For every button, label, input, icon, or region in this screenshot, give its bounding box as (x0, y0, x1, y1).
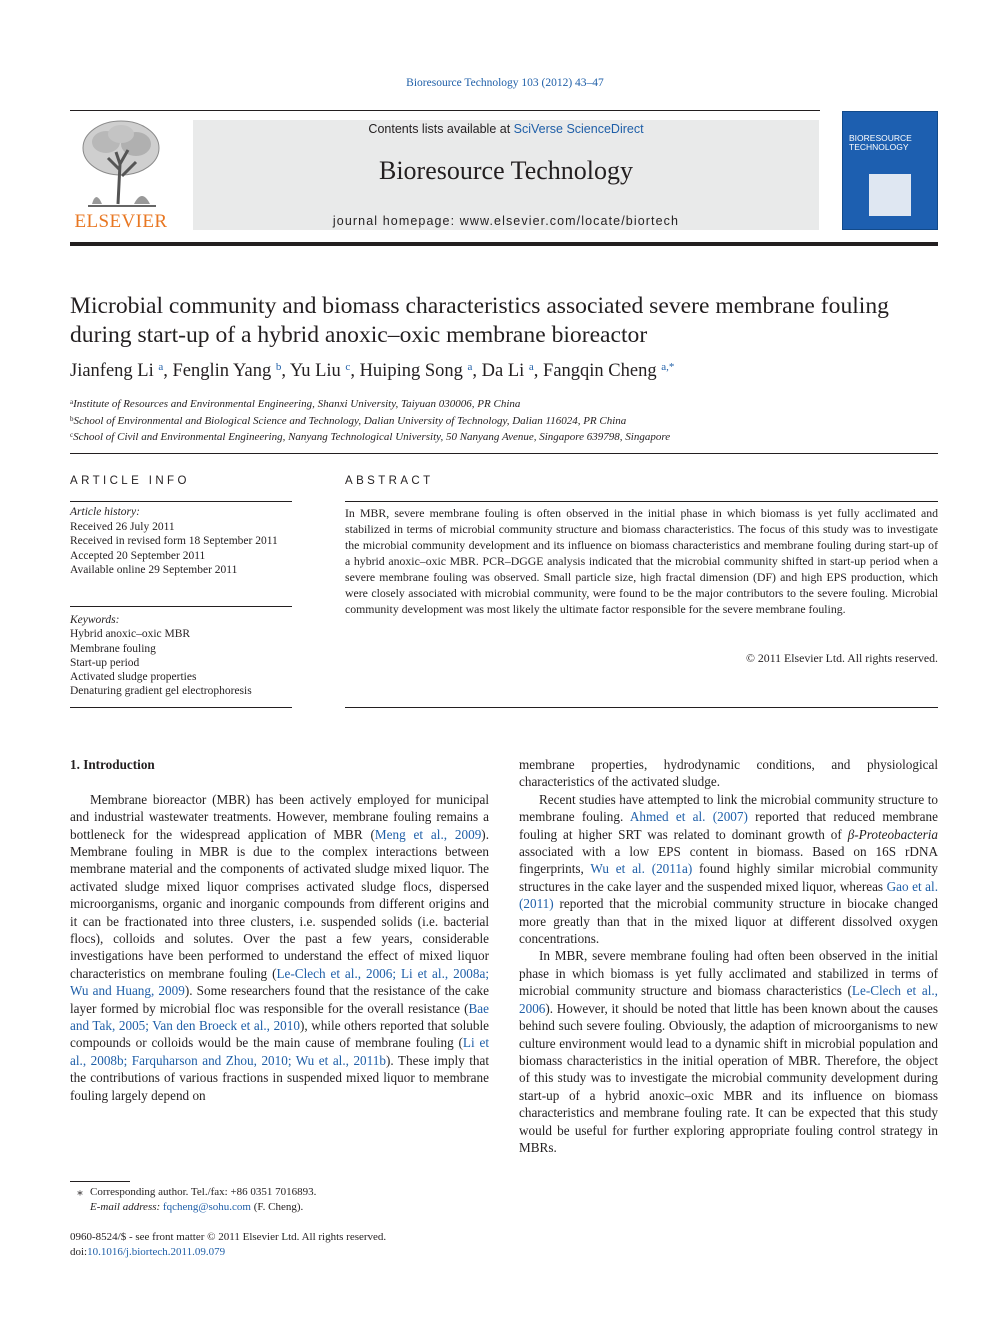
author-name[interactable]: Fangqin Cheng (543, 361, 662, 381)
citation-link[interactable]: Le-Clech et al., 2006 (519, 983, 938, 1016)
journal-homepage: journal homepage: www.elsevier.com/locate/biortech (332, 214, 680, 228)
text-run: ), while others reported that soluble compounds or colloids would be the main cause of membrane fouling ( (70, 1018, 489, 1051)
section-heading-introduction: 1. Introduction (70, 757, 155, 772)
header-thick-rule (70, 242, 938, 246)
author-name[interactable]: Jianfeng Li (70, 361, 159, 381)
journal-title[interactable]: Bioresource Technology (378, 156, 634, 185)
info-rule-bottom (70, 707, 292, 708)
affiliation-line (70, 428, 670, 445)
keyword-entry: Activated sludge properties (70, 671, 197, 684)
contents-line: Contents lists available at SciVerse ScienceDirect (368, 122, 644, 136)
history-label: Article history: (70, 506, 140, 518)
citation-link[interactable]: Gao et al. (2011) (519, 878, 938, 912)
text-run: Membrane bioreactor (MBR) has been actively employed for municipal and industrial wastewater treatments. However, membrane fouling remains a bottleneck for the widespread application of MBR ( (70, 791, 489, 842)
text-run: ). These imply that the contributions of various fractions in suspended mixed liquor to membrane fouling largely depend on (70, 1052, 489, 1103)
text-run: associated with a low EPS content in biomass. Based on 16S rDNA fingerprints, (519, 844, 938, 877)
author-separator: , (163, 361, 173, 381)
text-run: In MBR, severe membrane fouling had often been observed in the initial phase in which biomass is yet fully acclimated and stabilized in terms of microbial community structure and biomass characteristics ( (519, 948, 938, 999)
elsevier-logo[interactable] (70, 118, 172, 233)
author-separator: , (533, 361, 544, 381)
journal-citation[interactable]: Bioresource Technology 103 (2012) 43–47 (406, 77, 604, 89)
keywords (70, 613, 292, 699)
footnote-rule (70, 1181, 130, 1182)
author-name[interactable]: Fenglin Yang (172, 361, 276, 381)
history-entry: Received 26 July 2011 (70, 520, 175, 533)
cover-illustration (869, 174, 911, 216)
issn-line: 0960-8524/$ - see front matter © 2011 Elsevier Ltd. All rights reserved. (70, 1231, 387, 1243)
section-rule (70, 453, 938, 454)
affiliation-text: School of Civil and Environmental Engineering, Nanyang Technological University, 50 Nanyang Avenue, Singapore 639798, Singapore (73, 431, 671, 444)
citation-link[interactable]: Le-Clech et al., 2006; Li et al., 2008a; Wu and Huang, 2009 (70, 965, 489, 999)
elsevier-wordmark: ELSEVIER (74, 211, 168, 232)
author-separator: , (350, 361, 360, 381)
citation-link[interactable]: Wu et al. (2011a) (590, 861, 693, 877)
text-run: ). However, it should be noted that little has been known about the causes behind such severe fouling. Obviously, the adaption of microorganisms to new culture environment would lead to a dynamic shift in microbial population and biomass characteristics in the initial operation of MBR. Therefore, the object of this study was to investigate the microbial community development during start-up of a hybrid anoxic–oxic MBR and its influence on biomass characteristics and membrane fouling rate. It can be expected that this study would be useful for further exploring appropriate fouling control strategy in MBRs. (519, 1000, 938, 1155)
info-rule-mid (70, 606, 292, 607)
citation-link[interactable]: Bae and Tak, 2005; Van den Broeck et al., 2010 (70, 1000, 489, 1034)
affiliation-mark: b (70, 414, 74, 423)
author-email-link[interactable]: fqcheng@sohu.com (162, 1201, 251, 1213)
citation-link[interactable]: Meng et al., 2009 (374, 826, 482, 842)
abstract-copyright: © 2011 Elsevier Ltd. All rights reserved. (746, 651, 938, 665)
abstract-rule-bottom (345, 707, 938, 708)
affiliations (70, 395, 670, 445)
article-info-heading: ARTICLE INFO (70, 475, 190, 487)
abstract-text: In MBR, severe membrane fouling is often observed in the initial phase in which biomass is yet fully acclimated and stabilized in terms of microbial community structure and biomass characteristics. The focus of this study was to investigate the microbial community development and its influence on biomass characteristics and membrane fouling during start-up of a hybrid anoxic–oxic MBR. PCR–DGGE analysis indicated that the microbial community shifted in start-up period when a severe membrane fouling was observed. Small particle size, high fractal dimension (DF) and high EPS production, which were closely associated with microbial community, were found to be the major contributors to the severe fouling. Microbial community development was most likely the ultimate factor responsible for the severe membrane fouling. (345, 506, 938, 616)
text-run: β-Proteobacteria (847, 826, 938, 842)
author-separator: , (281, 361, 290, 381)
author-affiliation-mark[interactable]: a (158, 361, 164, 373)
abstract-heading: ABSTRACT (345, 475, 434, 487)
text-run: Recent studies have attempted to link the microbial community structure to membrane fouling. (519, 791, 938, 825)
corresponding-author-footnote: ⁎ Corresponding author. Tel./fax: +86 0351 7016893. E-mail address: fqcheng@sohu.com (F. Cheng). (77, 1186, 317, 1213)
affiliation-mark: a (70, 398, 74, 406)
keyword-entry: Membrane fouling (70, 642, 156, 655)
affiliation-text: Institute of Resources and Environmental Engineering, Shanxi University, Taiyuan 030006, PR China (73, 398, 521, 410)
text-run: reported that the microbial community structure in biocake changed more greatly than that in the mixed liquor at different dissolved oxygen concentrations. (519, 896, 938, 947)
intro-paragraph-1-continued (519, 756, 938, 791)
abstract-rule-top (345, 501, 938, 502)
text-run: found highly similar microbial community structures in the cake layer and the suspended mixed liquor, whereas (519, 861, 938, 894)
intro-paragraph-1 (70, 791, 489, 1104)
history-entry: Available online 29 September 2011 (70, 564, 238, 576)
doi-link[interactable]: 10.1016/j.biortech.2011.09.079 (87, 1245, 226, 1258)
author-name[interactable]: Da Li (481, 361, 529, 381)
cover-title: BIORESOURCE TECHNOLOGY (849, 133, 912, 152)
affiliation-mark: c (70, 431, 74, 440)
keyword-entry: Start-up period (70, 656, 140, 669)
history-items (70, 520, 292, 578)
sciencedirect-link[interactable]: SciVerse ScienceDirect (513, 122, 644, 136)
history-entry: Accepted 20 September 2011 (70, 549, 206, 562)
keyword-items (70, 627, 292, 698)
journal-masthead (193, 120, 819, 230)
affiliation-line (70, 412, 670, 429)
body-column-left (70, 756, 489, 1104)
keyword-entry: Hybrid anoxic–oxic MBR (70, 628, 191, 641)
homepage-url[interactable]: www.elsevier.com/locate/biortech (459, 214, 680, 228)
author-affiliation-mark[interactable]: c (345, 361, 351, 373)
history-entry: Received in revised form 18 September 2011 (70, 535, 278, 547)
text-run: ). Some researchers found that the resistance of the cake layer formed by microbial floc was responsible for the overall resistance ( (70, 983, 489, 1016)
article-title: Microbial community and biomass characteristics associated severe membrane fouling during start-up of a hybrid anoxic–oxic membrane bioreactor (70, 293, 889, 348)
author-affiliation-mark[interactable]: b (275, 361, 282, 373)
affiliation-text: School of Environmental and Biological Science and Technology, Dalian University of Technology, Dalian 116024, PR China (73, 414, 627, 427)
article-history (70, 505, 292, 578)
front-matter: 0960-8524/$ - see front matter © 2011 Elsevier Ltd. All rights reserved. doi:10.1016/j.biortech.2011.09.079 (70, 1231, 387, 1258)
header-rule (70, 110, 820, 111)
intro-paragraph-3 (519, 947, 938, 1156)
text-run: ). Membrane fouling in MBR is due to the complex interactions between membrane material and the components of activated sludge mixed liquor. The activated sludge mixed liquor comprises activated sludge flocs, dispersed microorganisms, organic and inorganic compounds from different origins and it can be fractionated into three clusters, i.e. suspended solids (i.e. bacterial flocs), colloids and solutes. Over the past a few years, considerable investigations have been performed to understand the effect of mixed liquor characteristics on membrane fouling ( (70, 826, 489, 981)
author-affiliation-mark[interactable]: a (467, 361, 473, 373)
keyword-entry: Denaturing gradient gel electrophoresis (70, 685, 252, 698)
info-rule-top (70, 501, 292, 502)
journal-cover[interactable] (842, 111, 938, 230)
author-separator: , (472, 361, 482, 381)
author-affiliation-mark[interactable]: a,* (661, 361, 675, 373)
elsevier-tree-icon (78, 118, 164, 210)
affiliation-line (70, 395, 670, 412)
citation-link[interactable]: Ahmed et al. (2007) (629, 809, 748, 825)
citation-link[interactable]: Li et al., 2008b; Farquharson and Zhou, 2010; Wu et al., 2011b (70, 1035, 489, 1068)
author-affiliation-mark[interactable]: a (528, 361, 534, 373)
text-run: membrane properties, hydrodynamic conditions, and physiological characteristics of the activated sludge. (519, 757, 938, 790)
body-column-right (519, 756, 938, 1156)
keywords-label: Keywords: (70, 614, 120, 626)
intro-paragraph-2 (519, 791, 938, 948)
author-name[interactable]: Yu Liu (289, 361, 346, 381)
author-name[interactable]: Huiping Song (359, 361, 468, 381)
text-run: reported that reduced membrane fouling at higher SRT was related to dominant growth of (519, 809, 938, 842)
author-list (70, 361, 674, 382)
